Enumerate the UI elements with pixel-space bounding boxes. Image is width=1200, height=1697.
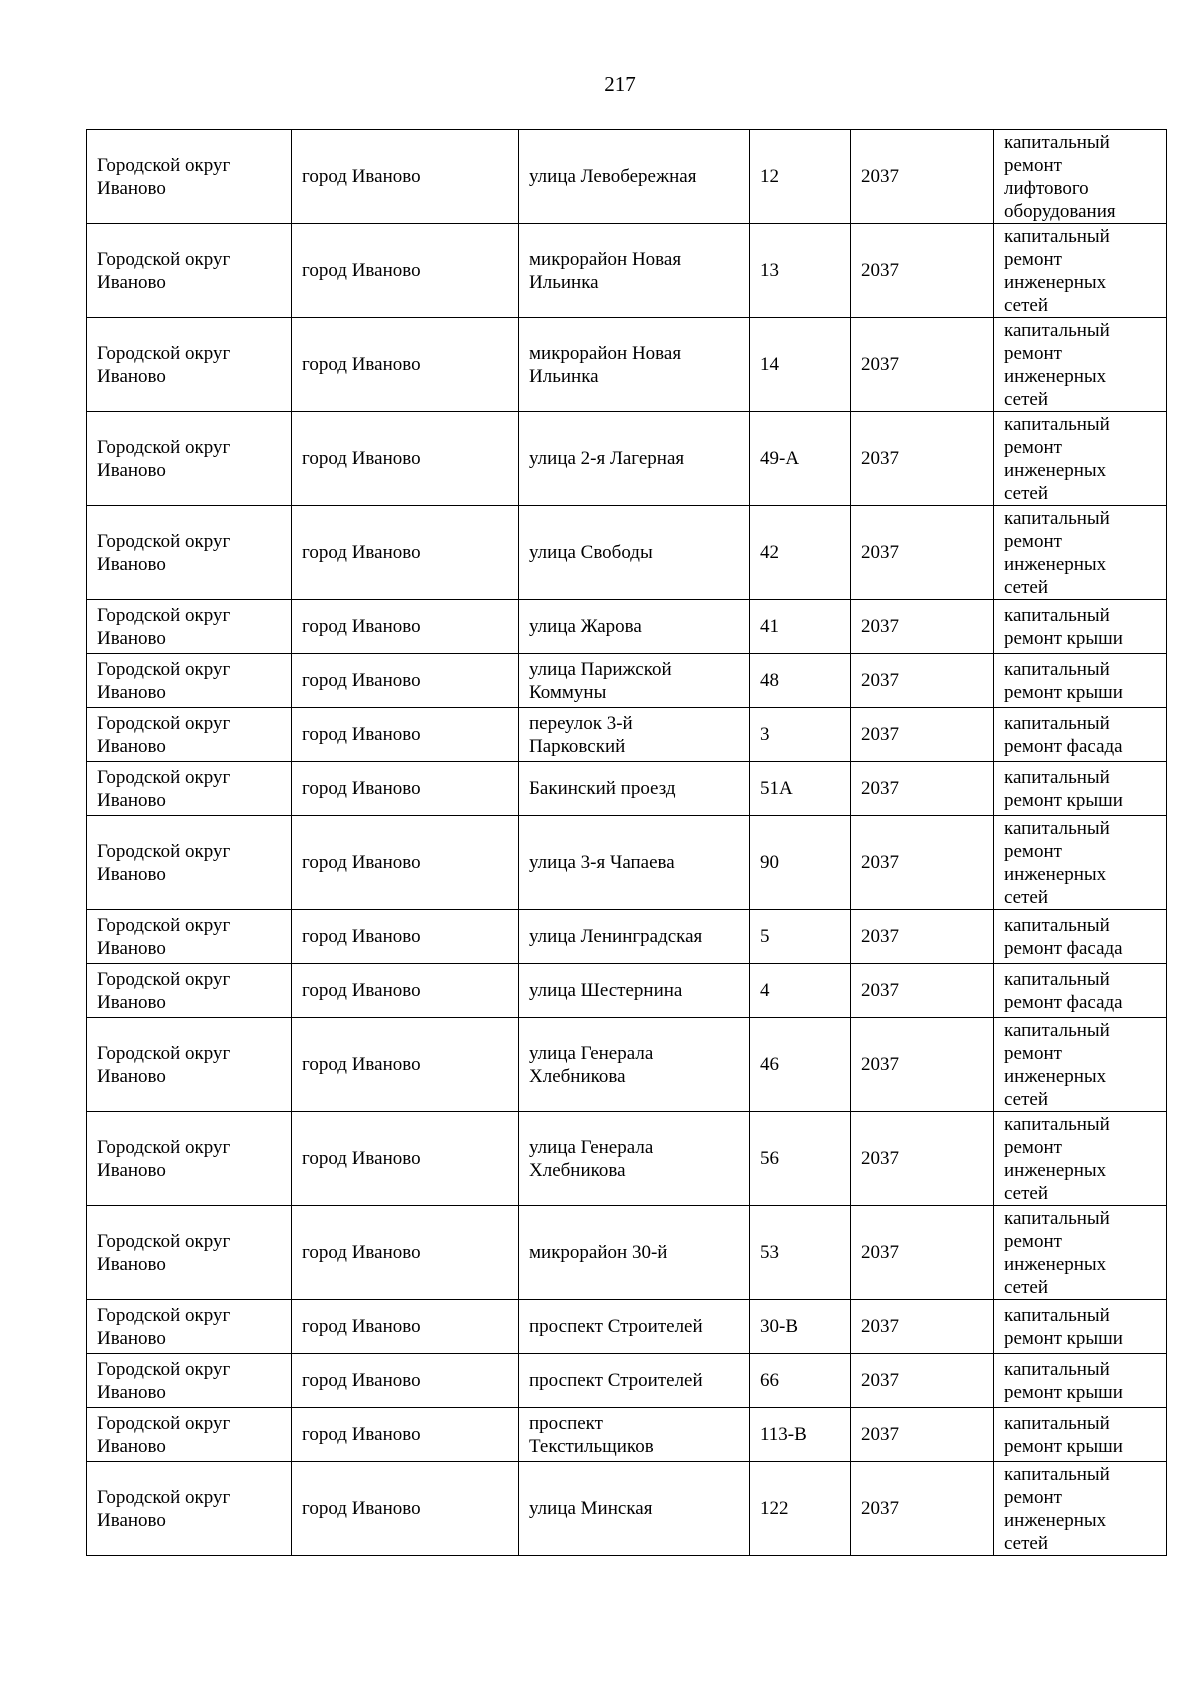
- street-cell: микрорайон 30-й: [519, 1206, 750, 1300]
- street-cell: улица Парижской Коммуны: [519, 654, 750, 708]
- repair-schedule-table: [86, 129, 1167, 1556]
- house-number-cell: 90: [750, 816, 851, 910]
- work-type-cell: капитальный ремонт инженерных сетей: [994, 816, 1167, 910]
- settlement-cell: город Иваново: [292, 1408, 519, 1462]
- year-cell: 2037: [851, 1462, 994, 1556]
- work-type-cell: капитальный ремонт инженерных сетей: [994, 1206, 1167, 1300]
- table-row: [87, 130, 1167, 224]
- settlement-cell: город Иваново: [292, 654, 519, 708]
- house-number-cell: 113-В: [750, 1408, 851, 1462]
- table-row: [87, 1300, 1167, 1354]
- year-cell: 2037: [851, 654, 994, 708]
- settlement-cell: город Иваново: [292, 506, 519, 600]
- settlement-cell: город Иваново: [292, 910, 519, 964]
- table-row: [87, 1408, 1167, 1462]
- work-type-cell: капитальный ремонт крыши: [994, 1300, 1167, 1354]
- work-type-cell: капитальный ремонт инженерных сетей: [994, 412, 1167, 506]
- municipality-cell: Городской округ Иваново: [87, 708, 292, 762]
- house-number-cell: 14: [750, 318, 851, 412]
- table-row: [87, 1354, 1167, 1408]
- settlement-cell: город Иваново: [292, 318, 519, 412]
- work-type-cell: капитальный ремонт фасада: [994, 910, 1167, 964]
- municipality-cell: Городской округ Иваново: [87, 654, 292, 708]
- street-cell: переулок 3-й Парковский: [519, 708, 750, 762]
- work-type-cell: капитальный ремонт лифтового оборудования: [994, 130, 1167, 224]
- year-cell: 2037: [851, 910, 994, 964]
- table-row: [87, 412, 1167, 506]
- work-type-cell: капитальный ремонт фасада: [994, 708, 1167, 762]
- table-row: [87, 224, 1167, 318]
- table-row: [87, 600, 1167, 654]
- work-type-cell: капитальный ремонт фасада: [994, 964, 1167, 1018]
- house-number-cell: 51А: [750, 762, 851, 816]
- work-type-cell: капитальный ремонт крыши: [994, 1354, 1167, 1408]
- table-body: [87, 130, 1167, 1556]
- table-row: [87, 1206, 1167, 1300]
- house-number-cell: 5: [750, 910, 851, 964]
- settlement-cell: город Иваново: [292, 1206, 519, 1300]
- settlement-cell: город Иваново: [292, 964, 519, 1018]
- house-number-cell: 56: [750, 1112, 851, 1206]
- street-cell: микрорайон Новая Ильинка: [519, 318, 750, 412]
- street-cell: Бакинский проезд: [519, 762, 750, 816]
- table-row: [87, 910, 1167, 964]
- street-cell: улица 2-я Лагерная: [519, 412, 750, 506]
- table-row: [87, 964, 1167, 1018]
- year-cell: 2037: [851, 506, 994, 600]
- settlement-cell: город Иваново: [292, 1300, 519, 1354]
- house-number-cell: 122: [750, 1462, 851, 1556]
- street-cell: проспект Текстильщиков: [519, 1408, 750, 1462]
- house-number-cell: 48: [750, 654, 851, 708]
- house-number-cell: 30-В: [750, 1300, 851, 1354]
- work-type-cell: капитальный ремонт инженерных сетей: [994, 1018, 1167, 1112]
- street-cell: улица Минская: [519, 1462, 750, 1556]
- municipality-cell: Городской округ Иваново: [87, 1206, 292, 1300]
- municipality-cell: Городской округ Иваново: [87, 816, 292, 910]
- work-type-cell: капитальный ремонт инженерных сетей: [994, 1462, 1167, 1556]
- street-cell: проспект Строителей: [519, 1354, 750, 1408]
- table-row: [87, 816, 1167, 910]
- street-cell: улица Свободы: [519, 506, 750, 600]
- house-number-cell: 41: [750, 600, 851, 654]
- work-type-cell: капитальный ремонт инженерных сетей: [994, 1112, 1167, 1206]
- table-row: [87, 506, 1167, 600]
- settlement-cell: город Иваново: [292, 816, 519, 910]
- settlement-cell: город Иваново: [292, 412, 519, 506]
- year-cell: 2037: [851, 130, 994, 224]
- year-cell: 2037: [851, 1112, 994, 1206]
- municipality-cell: Городской округ Иваново: [87, 412, 292, 506]
- house-number-cell: 42: [750, 506, 851, 600]
- municipality-cell: Городской округ Иваново: [87, 762, 292, 816]
- year-cell: 2037: [851, 1300, 994, 1354]
- municipality-cell: Городской округ Иваново: [87, 130, 292, 224]
- year-cell: 2037: [851, 1408, 994, 1462]
- house-number-cell: 46: [750, 1018, 851, 1112]
- settlement-cell: город Иваново: [292, 708, 519, 762]
- municipality-cell: Городской округ Иваново: [87, 1112, 292, 1206]
- house-number-cell: 12: [750, 130, 851, 224]
- street-cell: улица Шестернина: [519, 964, 750, 1018]
- work-type-cell: капитальный ремонт крыши: [994, 762, 1167, 816]
- municipality-cell: Городской округ Иваново: [87, 910, 292, 964]
- year-cell: 2037: [851, 224, 994, 318]
- settlement-cell: город Иваново: [292, 130, 519, 224]
- work-type-cell: капитальный ремонт инженерных сетей: [994, 224, 1167, 318]
- year-cell: 2037: [851, 964, 994, 1018]
- year-cell: 2037: [851, 318, 994, 412]
- settlement-cell: город Иваново: [292, 600, 519, 654]
- house-number-cell: 53: [750, 1206, 851, 1300]
- municipality-cell: Городской округ Иваново: [87, 506, 292, 600]
- settlement-cell: город Иваново: [292, 1462, 519, 1556]
- year-cell: 2037: [851, 1354, 994, 1408]
- street-cell: улица Левобережная: [519, 130, 750, 224]
- work-type-cell: капитальный ремонт крыши: [994, 654, 1167, 708]
- table-row: [87, 1018, 1167, 1112]
- work-type-cell: капитальный ремонт крыши: [994, 600, 1167, 654]
- municipality-cell: Городской округ Иваново: [87, 1462, 292, 1556]
- year-cell: 2037: [851, 1206, 994, 1300]
- settlement-cell: город Иваново: [292, 1354, 519, 1408]
- house-number-cell: 49-А: [750, 412, 851, 506]
- settlement-cell: город Иваново: [292, 224, 519, 318]
- street-cell: микрорайон Новая Ильинка: [519, 224, 750, 318]
- page-number: 217: [604, 72, 636, 96]
- year-cell: 2037: [851, 1018, 994, 1112]
- table-row: [87, 708, 1167, 762]
- table-row: [87, 762, 1167, 816]
- year-cell: 2037: [851, 816, 994, 910]
- municipality-cell: Городской округ Иваново: [87, 1300, 292, 1354]
- table-row: [87, 1462, 1167, 1556]
- municipality-cell: Городской округ Иваново: [87, 1354, 292, 1408]
- house-number-cell: 4: [750, 964, 851, 1018]
- work-type-cell: капитальный ремонт инженерных сетей: [994, 506, 1167, 600]
- street-cell: проспект Строителей: [519, 1300, 750, 1354]
- municipality-cell: Городской округ Иваново: [87, 600, 292, 654]
- settlement-cell: город Иваново: [292, 762, 519, 816]
- table-row: [87, 318, 1167, 412]
- municipality-cell: Городской округ Иваново: [87, 224, 292, 318]
- settlement-cell: город Иваново: [292, 1018, 519, 1112]
- work-type-cell: капитальный ремонт инженерных сетей: [994, 318, 1167, 412]
- house-number-cell: 13: [750, 224, 851, 318]
- year-cell: 2037: [851, 600, 994, 654]
- settlement-cell: город Иваново: [292, 1112, 519, 1206]
- year-cell: 2037: [851, 708, 994, 762]
- municipality-cell: Городской округ Иваново: [87, 964, 292, 1018]
- year-cell: 2037: [851, 762, 994, 816]
- municipality-cell: Городской округ Иваново: [87, 318, 292, 412]
- municipality-cell: Городской округ Иваново: [87, 1018, 292, 1112]
- table-row: [87, 654, 1167, 708]
- street-cell: улица Генерала Хлебникова: [519, 1112, 750, 1206]
- table-row: [87, 1112, 1167, 1206]
- house-number-cell: 3: [750, 708, 851, 762]
- street-cell: улица Жарова: [519, 600, 750, 654]
- municipality-cell: Городской округ Иваново: [87, 1408, 292, 1462]
- street-cell: улица 3-я Чапаева: [519, 816, 750, 910]
- work-type-cell: капитальный ремонт крыши: [994, 1408, 1167, 1462]
- street-cell: улица Ленинградская: [519, 910, 750, 964]
- street-cell: улица Генерала Хлебникова: [519, 1018, 750, 1112]
- year-cell: 2037: [851, 412, 994, 506]
- house-number-cell: 66: [750, 1354, 851, 1408]
